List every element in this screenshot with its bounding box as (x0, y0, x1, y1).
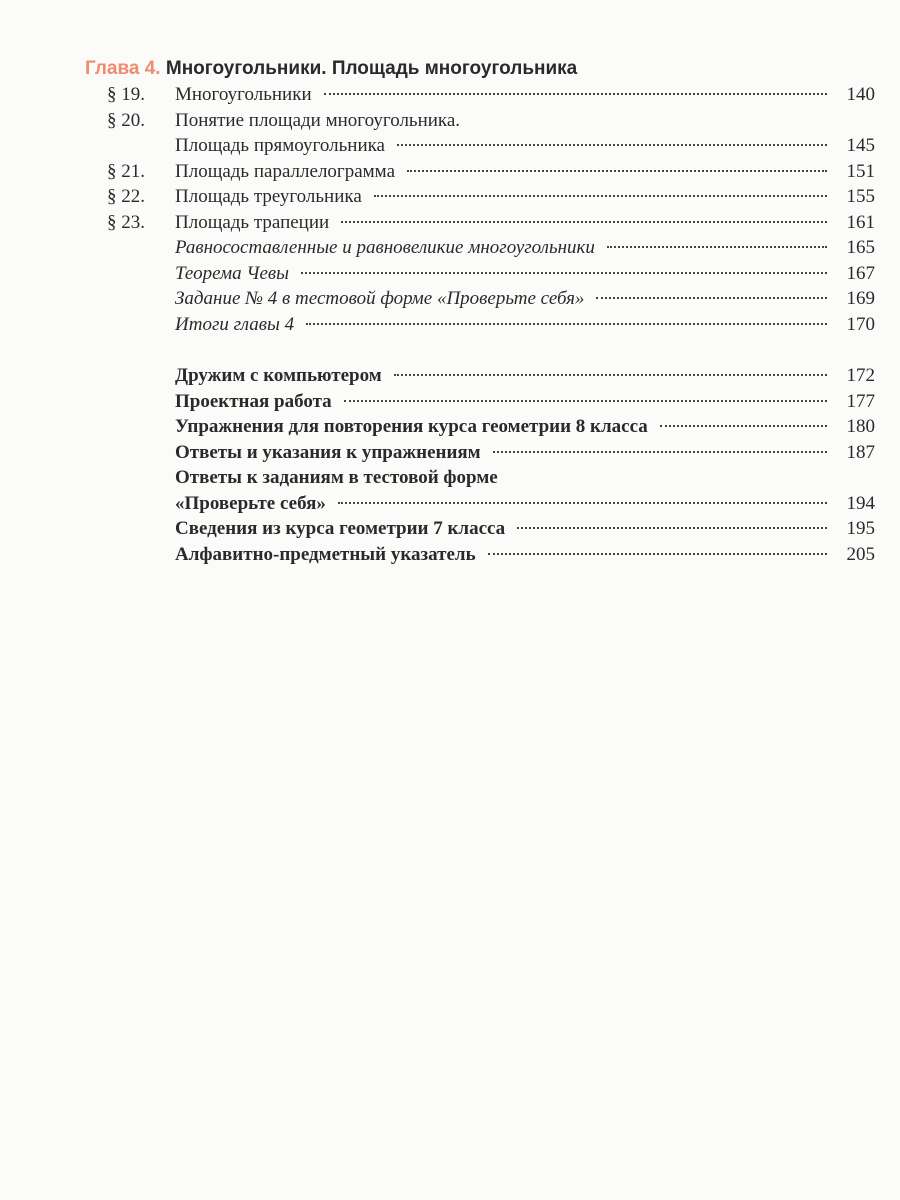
chapter-heading (85, 56, 875, 82)
page-number: 169 (846, 288, 875, 309)
dot-leader (301, 272, 827, 274)
page-number: 177 (846, 390, 875, 412)
page-number: 167 (846, 262, 875, 284)
dot-leader (394, 374, 827, 376)
appendix-entry[interactable] (85, 389, 875, 415)
page-number: 172 (846, 365, 875, 386)
page-number: 194 (846, 492, 875, 514)
entry-title: Теорема Чевы (175, 262, 290, 284)
page-number: 165 (846, 237, 875, 258)
appendix-entry[interactable] (85, 465, 875, 491)
toc-entry[interactable] (85, 159, 875, 185)
chapter-number: Глава 4. (85, 58, 161, 79)
entry-title: Задание № 4 в тестовой форме «Проверьте себя» (175, 288, 585, 309)
dot-leader (341, 221, 827, 223)
dot-leader (338, 502, 827, 504)
page-number: 187 (846, 441, 875, 463)
entry-title: Итоги главы 4 (175, 313, 295, 335)
entry-title: Понятие площади многоугольника. (175, 109, 461, 131)
dot-leader (324, 93, 827, 95)
page-number: 205 (846, 543, 875, 565)
entry-title: Упражнения для повторения курса геометрии 8 класса (175, 416, 648, 437)
page-number: 170 (846, 313, 875, 335)
dot-leader (407, 170, 827, 172)
appendix-entry-continuation[interactable] (85, 491, 875, 517)
appendix-entry[interactable] (85, 414, 875, 440)
entry-title: Равносоставленные и равновеликие многоугольники (175, 237, 595, 258)
dot-leader (397, 144, 827, 146)
appendix-entry[interactable] (85, 542, 875, 568)
chapter-title: Многоугольники. Площадь многоугольника (165, 58, 578, 79)
toc-entry[interactable] (85, 108, 875, 134)
toc-entry[interactable] (85, 286, 875, 312)
toc-entry[interactable] (85, 210, 875, 236)
entry-title: Ответы к заданиям в тестовой форме (175, 467, 498, 488)
entry-title: Многоугольники (175, 84, 312, 105)
section-number: § 19. (107, 84, 145, 105)
toc-entry[interactable] (85, 82, 875, 108)
dot-leader (660, 425, 827, 427)
page-number: 145 (846, 135, 875, 156)
appendix-entry[interactable] (85, 516, 875, 542)
appendix-entry[interactable] (85, 440, 875, 466)
entry-title: Ответы и указания к упражнениям (175, 441, 481, 463)
dot-leader (607, 246, 827, 248)
entry-title: Площадь прямоугольника (175, 135, 385, 156)
page-number: 195 (846, 518, 875, 539)
appendix-entry[interactable] (85, 363, 875, 389)
entry-title: Проектная работа (175, 390, 332, 412)
section-number: § 21. (107, 160, 145, 182)
entry-title: Площадь трапеции (175, 211, 330, 233)
dot-leader (596, 297, 827, 299)
entry-title: «Проверьте себя» (175, 492, 326, 514)
spacer (85, 337, 875, 363)
toc-entry[interactable] (85, 312, 875, 338)
dot-leader (306, 323, 827, 325)
entry-title: Алфавитно-предметный указатель (175, 543, 476, 565)
section-number: § 20. (107, 109, 145, 131)
page-number: 140 (846, 84, 875, 105)
toc-entry[interactable] (85, 184, 875, 210)
dot-leader (488, 553, 827, 555)
toc-entry-continuation[interactable] (85, 133, 875, 159)
page-number: 180 (846, 416, 875, 437)
entry-title: Площадь треугольника (175, 186, 362, 207)
page-number: 155 (846, 186, 875, 207)
toc-entry[interactable] (85, 261, 875, 287)
entry-title: Дружим с компьютером (175, 365, 382, 386)
dot-leader (344, 400, 827, 402)
toc-entry[interactable] (85, 235, 875, 261)
section-number: § 23. (107, 211, 145, 233)
table-of-contents (85, 56, 875, 567)
section-number: § 22. (107, 186, 145, 207)
entry-title: Площадь параллелограмма (175, 160, 396, 182)
dot-leader (374, 195, 827, 197)
page-number: 151 (846, 160, 875, 182)
dot-leader (517, 527, 827, 529)
page-number: 161 (846, 211, 875, 233)
entry-title: Сведения из курса геометрии 7 класса (175, 518, 506, 539)
dot-leader (493, 451, 827, 453)
